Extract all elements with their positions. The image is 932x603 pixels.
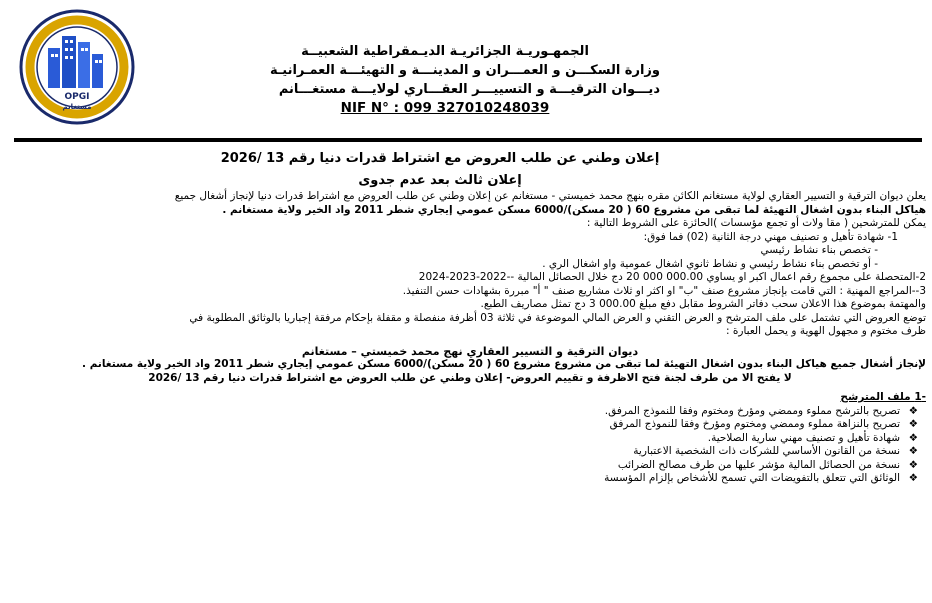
announcement-title: إعلان وطني عن طلب العروض مع اشتراط قدرات دنيا رقم 13 /2026 [220,151,660,166]
condition-1b: - أو تخصص بناء نشاط رئيسي و نشاط ثانوي اشغال عمومية واو اشغال الري . [542,257,878,270]
bullet-icon: ❖ [908,404,918,417]
condition-1: 1- شهادة تأهيل و تصنيف مهني درجة الثانية (02) فما فوق: [643,230,898,243]
condition-3: 3--المراجع المهنية : التي قامت بإنجاز مشروع صنف "ب" او اكثر او ثلاث مشاريع صنف " أ" مبررة بشهادات حسن التنفيذ. [402,284,926,297]
envelope-not-open: لا يفتح الا من طرف لجنة فتح الاظرفة و تقييم العروض- إعلان وطني عن طلب العروض مع اشتراط قدرات دنيا رقم 13 /2026 [148,371,792,384]
header-nif: NIF N° : 099 327010248039 [340,100,550,116]
list-item-text: نسخة من القانون الأساسي للشركات ذات الشخصية الاعتبارية [633,445,900,457]
condition-2: 2-المتحصلة على مجموع رقم اعمال اكبر او يساوي 000.00 000 20 دج خلال الحصائل المالية --2022-2023-2024 [418,271,926,283]
letterhead [230,42,660,118]
fee-line: والمهتمة بموضوع هذا الاعلان سحب دفاتر الشروط مقابل دفع مبلغ 000.00 3 دج تمثل مصاريف الطبع. [480,298,926,310]
announcement-body [14,190,926,486]
announcement-titles [160,148,720,192]
bullet-icon: ❖ [908,431,918,444]
list-item [14,418,926,432]
list-item [14,459,926,473]
list-item-text: نسخة من الحصائل المالية مؤشر عليها من طرف مصالح الضرائب [617,458,900,471]
header-line-office: ديـــوان الترقيـــة و التسييـــر العقـــاري لولايـــة مستغـــانم [278,82,660,97]
conditions-intro: يمكن للمترشحين ( مقا ولات أو تجمع مؤسسات )الحائزة على الشروط التالية : [586,217,926,229]
list-item-text: تصريح بالنزاهة مملوء وممضي ومختوم ومؤرخ وفقا للنموذج المرفق [609,418,900,430]
offers-line-2: ظرف مختوم و مجهول الهوية و يحمل العبارة : [726,325,926,337]
envelope-address: ديوان الترقية و التسيير العقاري نهج محمد خميستي – مستغانم [301,344,639,358]
list-item-text: الوثائق التي تتعلق بالتفويضات التي تسمح للأشخاص بإلزام المؤسسة [604,472,900,484]
section-candidate-file: -1 ملف المترشح [840,391,926,403]
intro-line-2: هياكل البناء بدون اشغال التهيئة لما تبقى من مشروع 60 ( 20 مسكن)/6000 مسكن عمومي إيجاري شطر 2011 واد الخير ولاية مستغانم . [222,203,926,216]
bullet-icon: ❖ [908,472,918,484]
bullet-icon: ❖ [908,418,918,430]
intro-line-1: يعلن ديوان الترقية و التسيير العقاري لولاية مستغانم الكائن مقره بنهج محمد خميستي - مستغانم عن إعلان وطني عن طلب العروض مع اشتراط قدرات دنيا لإنجاز أشغال جميع [174,190,926,202]
list-item [14,472,926,486]
list-item-text: تصريح بالترشح مملوء وممضي ومؤرخ ومختوم وفقا للنموذج المرفق. [604,404,900,417]
bullet-icon: ❖ [908,458,918,471]
announcement-subtitle: إعلان ثالث بعد عدم جدوى [358,173,522,188]
bullet-icon: ❖ [908,445,918,457]
logo-city-text: مستغانم [62,103,92,111]
list-item [14,432,926,446]
header-line-ministry: وزارة السكـــن و العمـــران و المدينـــة و التهيئـــة العمـرانيـة [269,63,660,78]
header-divider [14,138,922,142]
list-item [14,445,926,459]
logo-center-text: OPGI [64,92,90,102]
envelope-project: لإنجاز أشغال جميع هياكل البناء بدون اشغال التهيئة لما تبقى من مشروع مشروع 60 ( 20 مسكن)/6000 مسكن عمومي إيجاري شطر 2011 واد الخير ولاية مستغانم . [82,358,926,370]
list-item [14,405,926,419]
offers-line-1: توضع العروض التي تشتمل على ملف المترشح و العرض التقني و العرض المالي الموضوعة في ثلاثة 03 أظرفة منفصلة و مقفلة بإحكام مرفقة إجباريا بالوثائق المطلوبة في [189,311,926,324]
header-line-republic: الجمهـوريـة الجزائريـة الديـمقراطية الشعبيــة [301,44,589,59]
condition-1a: - تخصص بناء نشاط رئيسي [760,244,878,256]
opgi-logo [18,8,136,126]
list-item-text: شهادة تأهيل و تصنيف مهني سارية الصلاحية. [707,431,900,444]
